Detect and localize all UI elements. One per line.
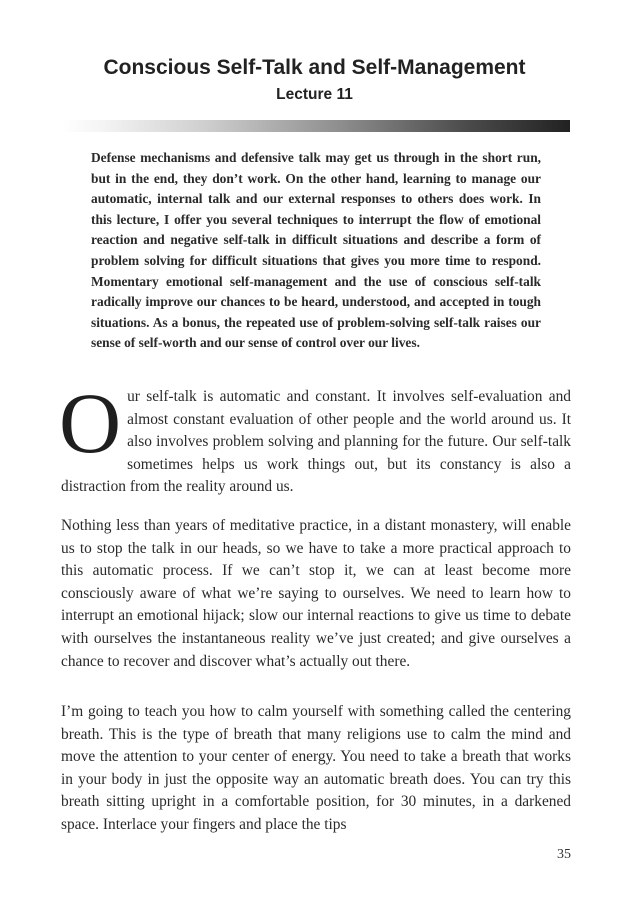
drop-cap: O [59, 375, 122, 471]
page-title: Conscious Self-Talk and Self-Management [103, 56, 526, 79]
paragraph-1-text: ur self-talk is automatic and constant. It involves self-evaluation and almost constant evaluation of other people and the world around us. It also involves problem solving and planning for the future. Our self-talk sometimes helps us work things out, but its constancy is also a distraction from the reality around us. [61, 388, 571, 496]
body-paragraph-2: Nothing less than years of meditative practice, in a distant monastery, will enable us to stop the talk in our heads, so we have to take a more practical approach to this automatic process. If we can’t stop it, we can at least become more consciously aware of what we’re saying to ourselves. We need to learn how to interrupt an emotional hijack; slow our internal reactions to give us time to debate with ourselves the instantaneous reality we’ve just created; and give ourselves a chance to recover and discover what’s actually out there. [61, 517, 571, 670]
page-number: 35 [557, 847, 571, 862]
gradient-divider [62, 120, 570, 132]
body-paragraph-1 [59, 375, 571, 499]
lecture-number: Lecture 11 [276, 86, 353, 103]
lecture-abstract: Defense mechanisms and defensive talk may get us through in the short run, but in the end, they don’t work. On the other hand, learning to manage our automatic, internal talk and our external responses to others does work. In this lecture, I offer you several techniques to interrupt the flow of emotional reaction and negative self-talk in difficult situations and describe a form of problem solving for difficult situations that gives you more time to respond. Momentary emotional self-management and the use of conscious self-talk radically improve our chances to be heard, understood, and accepted in tough situations. As a bonus, the repeated use of problem-solving self-talk raises our sense of self-worth and our sense of control over our lives. [91, 150, 541, 351]
body-paragraph-3: I’m going to teach you how to calm yourself with something called the centering breath. This is the type of breath that many religions use to calm the mind and move the attention to your center of energy. You need to take a breath that works in your body in just the opposite way an automatic breath does. You can try this breath sitting upright in a comfortable position, for 30 minutes, in a darkened space. Interlace your fingers and place the tips [61, 703, 571, 833]
